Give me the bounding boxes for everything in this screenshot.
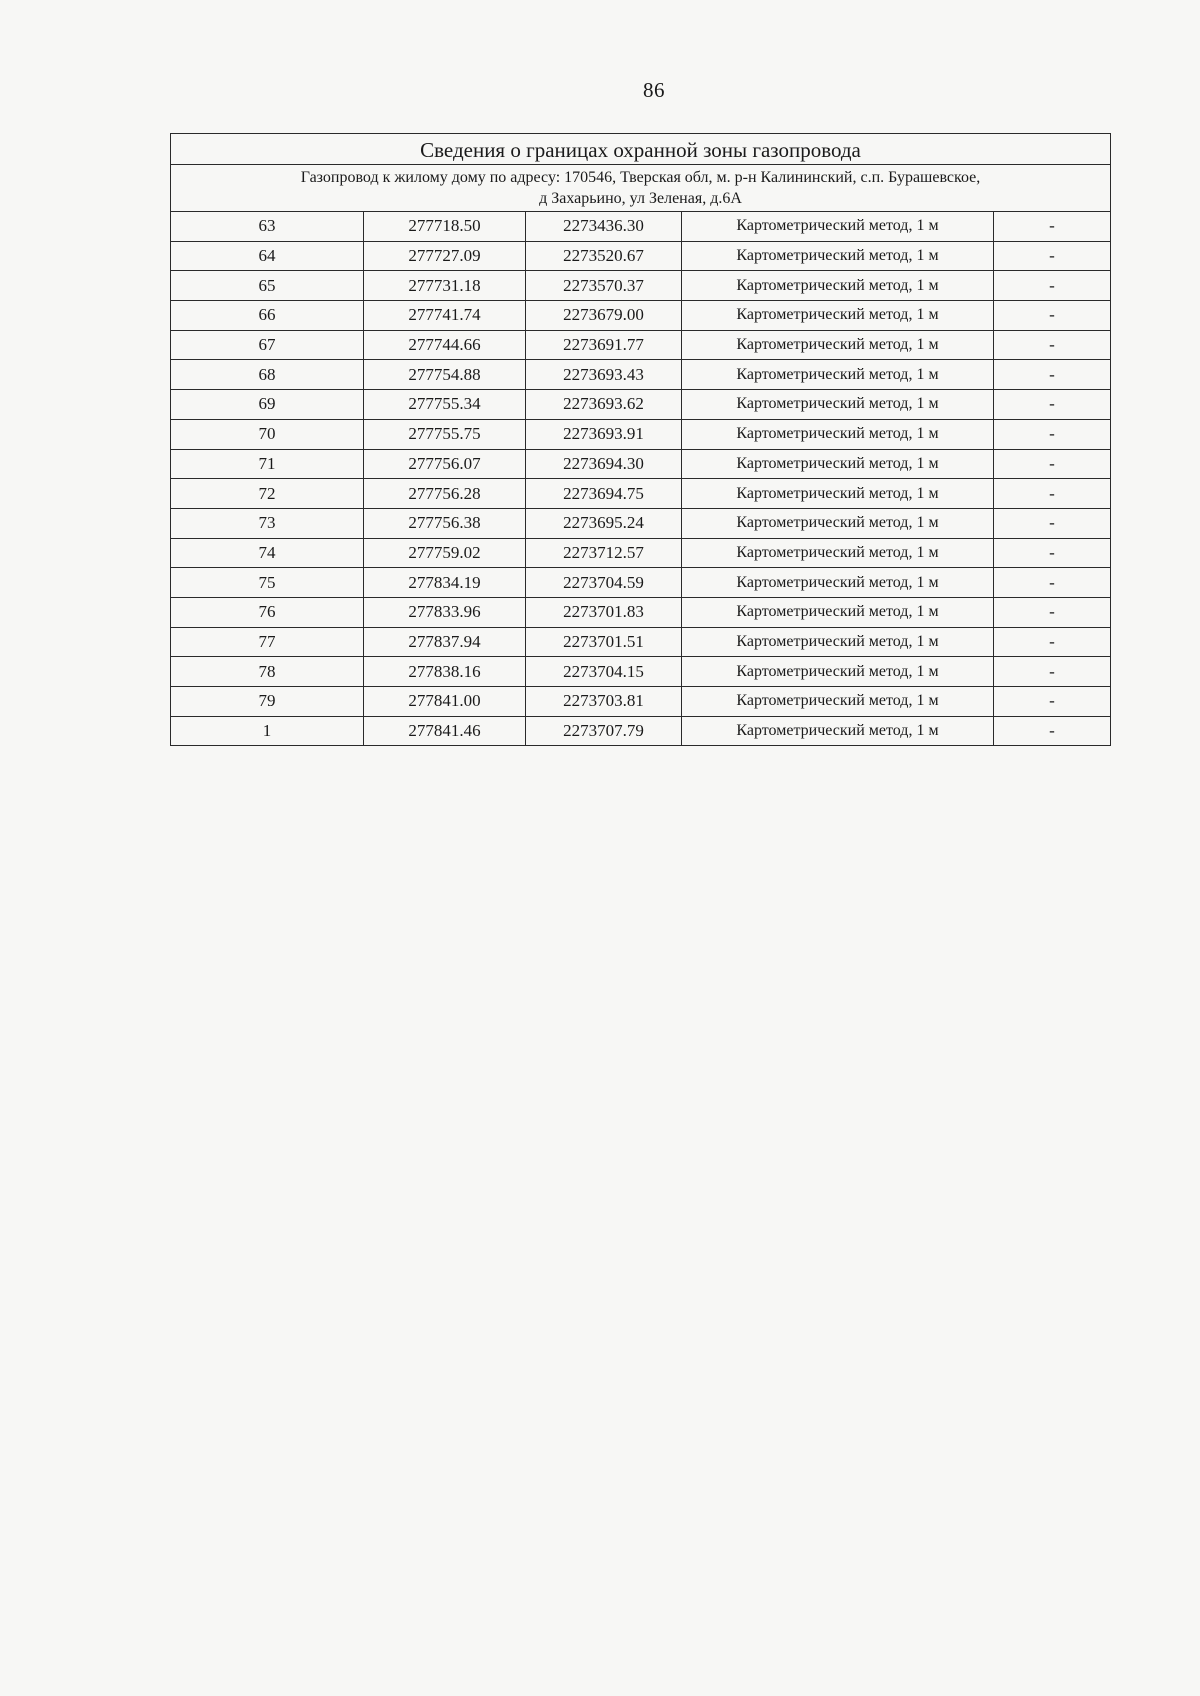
point-number-cell: 65 <box>171 271 364 301</box>
method-cell: Картометрический метод, 1 м <box>682 360 994 390</box>
point-number-cell: 63 <box>171 212 364 242</box>
table-row <box>171 716 1111 746</box>
table-row <box>171 271 1111 301</box>
y-coordinate-cell: 2273701.51 <box>526 627 682 657</box>
y-coordinate-cell: 2273701.83 <box>526 597 682 627</box>
y-coordinate-cell: 2273703.81 <box>526 687 682 717</box>
point-number-cell: 72 <box>171 479 364 509</box>
table-row <box>171 241 1111 271</box>
point-number-cell: 67 <box>171 330 364 360</box>
note-cell: - <box>994 301 1111 331</box>
note-cell: - <box>994 597 1111 627</box>
x-coordinate-cell: 277834.19 <box>364 568 526 598</box>
boundary-points-table <box>170 133 1111 746</box>
table-row <box>171 687 1111 717</box>
note-cell: - <box>994 449 1111 479</box>
table-subtitle <box>171 165 1111 212</box>
point-number-cell: 1 <box>171 716 364 746</box>
x-coordinate-cell: 277754.88 <box>364 360 526 390</box>
x-coordinate-cell: 277744.66 <box>364 330 526 360</box>
point-number-cell: 64 <box>171 241 364 271</box>
y-coordinate-cell: 2273436.30 <box>526 212 682 242</box>
table-row <box>171 360 1111 390</box>
method-cell: Картометрический метод, 1 м <box>682 538 994 568</box>
y-coordinate-cell: 2273693.62 <box>526 390 682 420</box>
x-coordinate-cell: 277718.50 <box>364 212 526 242</box>
point-number-cell: 77 <box>171 627 364 657</box>
table-title-row <box>171 134 1111 165</box>
x-coordinate-cell: 277741.74 <box>364 301 526 331</box>
method-cell: Картометрический метод, 1 м <box>682 568 994 598</box>
note-cell: - <box>994 390 1111 420</box>
y-coordinate-cell: 2273679.00 <box>526 301 682 331</box>
y-coordinate-cell: 2273694.30 <box>526 449 682 479</box>
table-row <box>171 390 1111 420</box>
x-coordinate-cell: 277841.46 <box>364 716 526 746</box>
y-coordinate-cell: 2273570.37 <box>526 271 682 301</box>
subtitle-line-2: д Захарьино, ул Зеленая, д.6А <box>539 190 742 207</box>
y-coordinate-cell: 2273695.24 <box>526 508 682 538</box>
x-coordinate-cell: 277833.96 <box>364 597 526 627</box>
y-coordinate-cell: 2273712.57 <box>526 538 682 568</box>
method-cell: Картометрический метод, 1 м <box>682 597 994 627</box>
point-number-cell: 66 <box>171 301 364 331</box>
note-cell: - <box>994 241 1111 271</box>
x-coordinate-cell: 277837.94 <box>364 627 526 657</box>
y-coordinate-cell: 2273520.67 <box>526 241 682 271</box>
y-coordinate-cell: 2273691.77 <box>526 330 682 360</box>
method-cell: Картометрический метод, 1 м <box>682 508 994 538</box>
table-row <box>171 419 1111 449</box>
x-coordinate-cell: 277756.38 <box>364 508 526 538</box>
method-cell: Картометрический метод, 1 м <box>682 687 994 717</box>
x-coordinate-cell: 277756.07 <box>364 449 526 479</box>
table-row <box>171 212 1111 242</box>
point-number-cell: 79 <box>171 687 364 717</box>
point-number-cell: 68 <box>171 360 364 390</box>
point-number-cell: 69 <box>171 390 364 420</box>
table-row <box>171 301 1111 331</box>
point-number-cell: 74 <box>171 538 364 568</box>
point-number-cell: 75 <box>171 568 364 598</box>
table-row <box>171 568 1111 598</box>
method-cell: Картометрический метод, 1 м <box>682 301 994 331</box>
x-coordinate-cell: 277755.75 <box>364 419 526 449</box>
x-coordinate-cell: 277731.18 <box>364 271 526 301</box>
table-subtitle-row <box>171 165 1111 212</box>
method-cell: Картометрический метод, 1 м <box>682 479 994 509</box>
method-cell: Картометрический метод, 1 м <box>682 449 994 479</box>
note-cell: - <box>994 568 1111 598</box>
method-cell: Картометрический метод, 1 м <box>682 241 994 271</box>
note-cell: - <box>994 479 1111 509</box>
method-cell: Картометрический метод, 1 м <box>682 627 994 657</box>
note-cell: - <box>994 716 1111 746</box>
x-coordinate-cell: 277841.00 <box>364 687 526 717</box>
x-coordinate-cell: 277755.34 <box>364 390 526 420</box>
table-row <box>171 538 1111 568</box>
method-cell: Картометрический метод, 1 м <box>682 330 994 360</box>
table-row <box>171 657 1111 687</box>
note-cell: - <box>994 687 1111 717</box>
note-cell: - <box>994 360 1111 390</box>
point-number-cell: 71 <box>171 449 364 479</box>
method-cell: Картометрический метод, 1 м <box>682 657 994 687</box>
note-cell: - <box>994 508 1111 538</box>
x-coordinate-cell: 277759.02 <box>364 538 526 568</box>
note-cell: - <box>994 212 1111 242</box>
table-row <box>171 449 1111 479</box>
x-coordinate-cell: 277756.28 <box>364 479 526 509</box>
y-coordinate-cell: 2273694.75 <box>526 479 682 509</box>
point-number-cell: 76 <box>171 597 364 627</box>
method-cell: Картометрический метод, 1 м <box>682 212 994 242</box>
subtitle-line-1: Газопровод к жилому дому по адресу: 170546, Тверская обл, м. р-н Калининский, с.п. Бурашевское, <box>300 169 981 186</box>
method-cell: Картометрический метод, 1 м <box>682 271 994 301</box>
method-cell: Картометрический метод, 1 м <box>682 390 994 420</box>
note-cell: - <box>994 271 1111 301</box>
table-row <box>171 330 1111 360</box>
note-cell: - <box>994 627 1111 657</box>
table-row <box>171 597 1111 627</box>
note-cell: - <box>994 538 1111 568</box>
point-number-cell: 70 <box>171 419 364 449</box>
x-coordinate-cell: 277838.16 <box>364 657 526 687</box>
y-coordinate-cell: 2273693.91 <box>526 419 682 449</box>
table-row <box>171 508 1111 538</box>
table-row <box>171 479 1111 509</box>
table-row <box>171 627 1111 657</box>
method-cell: Картометрический метод, 1 м <box>682 716 994 746</box>
y-coordinate-cell: 2273693.43 <box>526 360 682 390</box>
page-number: 86 <box>643 78 665 102</box>
point-number-cell: 73 <box>171 508 364 538</box>
note-cell: - <box>994 330 1111 360</box>
method-cell: Картометрический метод, 1 м <box>682 419 994 449</box>
note-cell: - <box>994 657 1111 687</box>
y-coordinate-cell: 2273704.59 <box>526 568 682 598</box>
note-cell: - <box>994 419 1111 449</box>
y-coordinate-cell: 2273704.15 <box>526 657 682 687</box>
table-title: Сведения о границах охранной зоны газопровода <box>171 134 1111 165</box>
y-coordinate-cell: 2273707.79 <box>526 716 682 746</box>
x-coordinate-cell: 277727.09 <box>364 241 526 271</box>
point-number-cell: 78 <box>171 657 364 687</box>
